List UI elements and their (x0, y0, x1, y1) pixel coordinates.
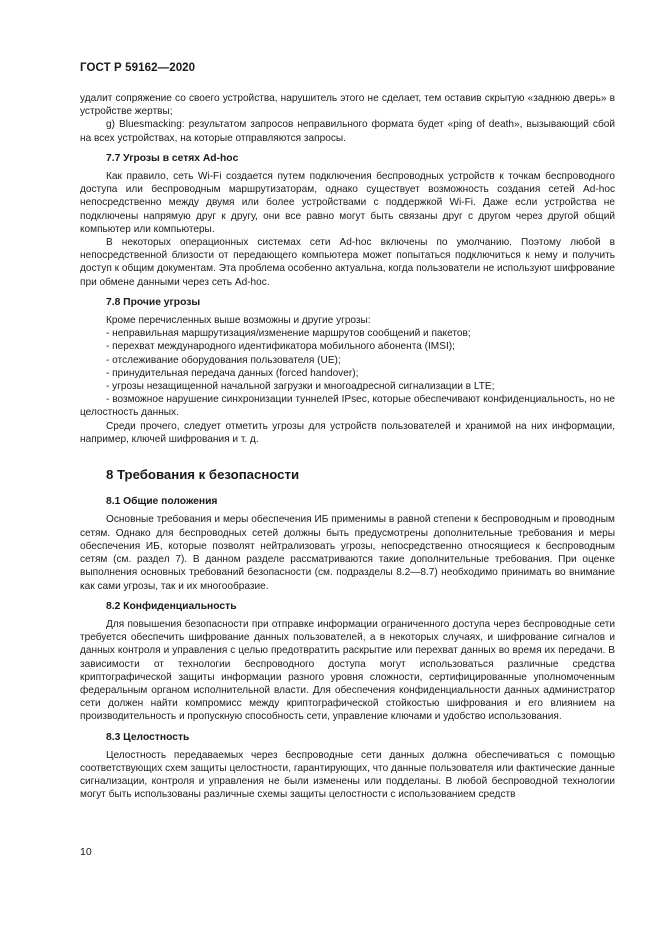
section-heading-7-8: 7.8 Прочие угрозы (106, 296, 201, 308)
paragraph: Целостность передаваемых через беспроводные сети данных должна обеспечиваться с помощью соответствующих схем защиты целостности, гарантирующих, что данные пользователя или фактические данные сигнализации, контроля и управления не были изменены или подделаны. В любой беспроводной технологии могут быть использованы различные схемы защиты целостности с использованием средств (80, 749, 615, 801)
paragraph: Основные требования и меры обеспечения ИБ применимы в равной степени к беспроводным и проводным сетям. Однако для беспроводных сетей должны быть предусмотрены дополнительные требования и меры обеспечения ИБ, которые позволят нейтрализовать угрозы, непосредственно относящиеся к беспроводным сетям (см. раздел 7). В данном разделе рассматриваются такие дополнительные требования. При оценке выполнения основных требований безопасности (см. подразделы 8.2—8.7) необходимо принимать во внимание как сами угрозы, так и их многообразие. (80, 514, 615, 592)
section-heading-8-2: 8.2 Конфиденциальность (106, 600, 237, 612)
list-item: - принудительная передача данных (forced handover); (106, 367, 359, 379)
paragraph: Для повышения безопасности при отправке информации ограниченного доступа через беспроводные сети требуется обеспечить шифрование данных пользователей, а в некоторых случаях, и шифрование сигналов и данных контроля и управления с целью предотвратить раскрытие или перехват данных во время их передачи. В зависимости от технологии беспроводного доступа могут использоваться различные средства криптографической защиты информации разного уровня сложности, сертифицированные уполномоченным федеральным органом исполнительной власти. Для обеспечения конфиденциальности данных администратор сети должен найти компромисс между криптографической стойкостью шифрования и его влиянием на производительность и пропускную способность сети, управление ключами и удобство использования. (80, 618, 615, 723)
document-header: ГОСТ Р 59162—2020 (80, 62, 196, 74)
paragraph: В некоторых операционных системах сети Ad-hoc включены по умолчанию. Поэтому любой в непосредственной близости от передающего компьютера может попытаться подключиться к нему и получить доступ к общим документам. Эта проблема особенно актуальна, когда пользователи не используют шифрование при обмене данными через сеть Ad-hoc. (80, 237, 615, 288)
paragraph: удалит сопряжение со своего устройства, нарушитель этого не сделает, тем оставив скрытую «заднюю дверь» в устройстве жертвы; (80, 93, 615, 118)
section-heading-8-1: 8.1 Общие положения (106, 496, 218, 508)
list-item: - неправильная маршрутизация/изменение маршрутов сообщений и пакетов; (106, 328, 471, 340)
section-heading-8: 8 Требования к безопасности (106, 467, 300, 483)
paragraph: Кроме перечисленных выше возможны и другие угрозы: (106, 315, 371, 327)
paragraph: g) Bluesmacking: результатом запросов неправильного формата будет «ping of death», вызывающий сбой на всех устройствах, на которые отправляются запросы. (80, 119, 615, 144)
section-heading-7-7: 7.7 Угрозы в сетях Ad-hoc (106, 152, 239, 164)
list-item: - отслеживание оборудования пользователя (UE); (106, 354, 341, 366)
paragraph: Как правило, сеть Wi-Fi создается путем подключения беспроводных устройств к точкам беспроводного доступа или беспроводным маршрутизаторам, однако существует возможность создания сетей Ad-hoc непосредственно между двумя или более устройствами с поддержкой Wi-Fi. Даже если устройства не подключены напрямую друг к другу, они все равно могут быть связаны друг с другом через другой общий компьютер или компьютеры. (80, 171, 615, 235)
document-body (80, 92, 615, 802)
page-number: 10 (80, 846, 92, 858)
list-item: - угрозы незащищенной начальной загрузки и многоадресной сигнализации в LTE; (106, 381, 495, 393)
list-item: - перехват международного идентификатора мобильного абонента (IMSI); (106, 341, 455, 353)
paragraph: Среди прочего, следует отметить угрозы для устройств пользователей и хранимой на них информации, например, ключей шифрования и т. д. (80, 420, 615, 445)
section-heading-8-3: 8.3 Целостность (106, 731, 190, 743)
list-item: - возможное нарушение синхронизации туннелей IPsec, которые обеспечивают конфиденциальность, но не целостность данных. (80, 394, 615, 419)
